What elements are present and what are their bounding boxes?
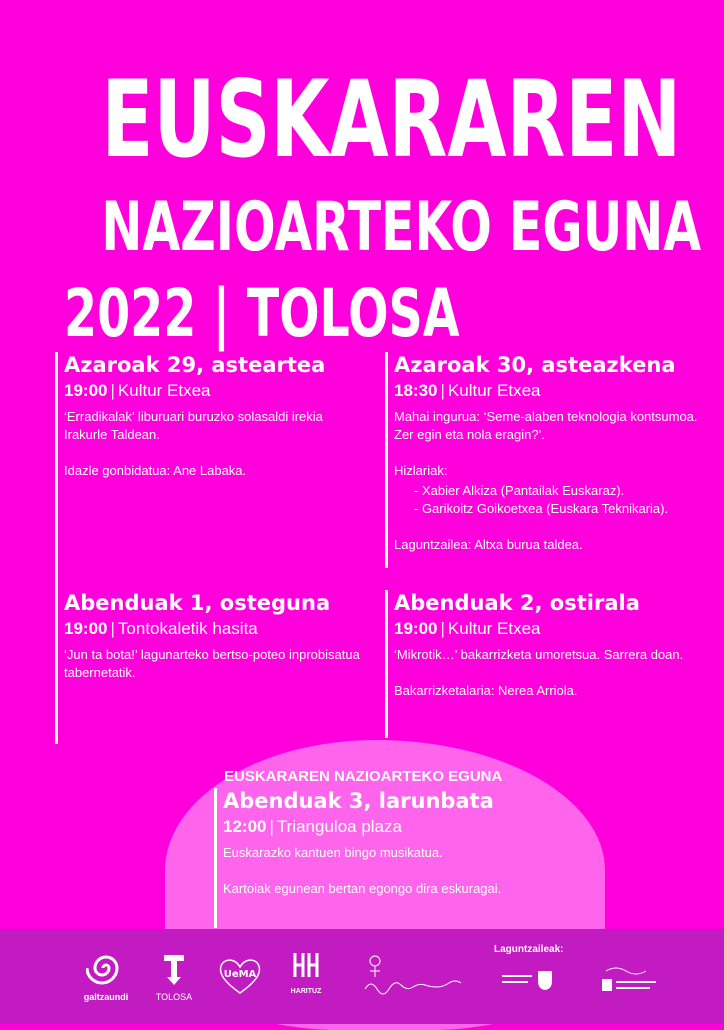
altxa-burua-logo <box>358 951 468 1002</box>
event-body <box>394 646 714 700</box>
event-date: Abenduak 1, osteguna <box>64 591 331 615</box>
event-time: 19:00 <box>64 619 108 638</box>
event-description: ‘Erradikalak’ liburuari buruzko solasaldi irekia Irakurle Taldean. <box>64 409 323 442</box>
event-body <box>223 844 583 898</box>
government-seal-icon <box>598 965 662 995</box>
heart-icon <box>217 955 263 995</box>
event-place: Tontokaletik hasita <box>117 619 258 638</box>
event-supporter: Laguntzailea: Altxa burua taldea. <box>394 537 583 552</box>
title-line-1: EUSKARAREN <box>101 58 682 181</box>
government-logo <box>598 965 662 1000</box>
event-place: Kultur Etxea <box>447 619 541 638</box>
event-body <box>394 408 714 554</box>
spiral-icon <box>86 949 126 987</box>
event-description: ‘Mikrotik…’ bakarrizketa umoretsua. Sarrera doan. <box>394 647 684 662</box>
event-date: Abenduak 3, larunbata <box>223 789 494 813</box>
list-item: - Garikoitz Goikoetxea (Euskara Teknikaria). <box>414 501 669 516</box>
event-time-place: 19:00 | Tontokaletik hasita <box>64 619 258 638</box>
event-date: Abenduak 2, ostirala <box>394 591 640 615</box>
title-line-2: NAZIOARTEKO EGUNA <box>101 188 702 267</box>
event-speakers-list <box>394 482 714 518</box>
title-line-3: 2022 | TOLOSA <box>64 275 460 352</box>
event-time: 18:30 <box>394 381 438 400</box>
event-dec-2 <box>385 590 714 738</box>
event-place: Kultur Etxea <box>117 381 211 400</box>
event-place: Kultur Etxea <box>447 381 541 400</box>
event-time: 12:00 <box>223 817 267 836</box>
tolosa-crest-icon <box>161 953 187 987</box>
event-time-place: 12:00 | Trianguloa plaza <box>223 817 402 836</box>
logo-label: TOLOSA <box>155 992 193 1002</box>
event-heading: EUSKARAREN NAZIOARTEKO EGUNA <box>224 768 503 785</box>
event-body <box>64 408 364 480</box>
event-performer: Bakarrizketalaria: Nerea Arriola. <box>394 683 578 698</box>
event-time: 19:00 <box>394 619 438 638</box>
tolosa-logo <box>152 953 196 1003</box>
supporters-label: Laguntzaileak: <box>494 944 564 955</box>
gipuzkoa-crest-icon <box>500 969 560 991</box>
galtzaundi-logo <box>76 949 136 1003</box>
event-description: Mahai ingurua: ‘Seme-alaben teknologia kontsumoa. Zer egin eta nola eragin?’. <box>394 409 698 442</box>
event-dec-3 <box>214 788 583 928</box>
event-speakers-label: Hizlariak: <box>394 463 448 478</box>
harituz-logo <box>284 949 328 997</box>
harituz-symbol-icon <box>291 949 321 981</box>
event-date: Azaroak 29, asteartea <box>64 353 326 377</box>
logo-label: HARITUZ <box>290 988 322 995</box>
event-time-place: 18:30 | Kultur Etxea <box>394 381 541 400</box>
event-nov-30 <box>385 352 714 568</box>
handwritten-logo-icon <box>361 951 465 997</box>
uema-logo <box>216 955 264 1000</box>
gipuzkoa-logo <box>500 969 560 996</box>
event-date: Azaroak 30, asteazkena <box>394 353 676 377</box>
footer-band <box>0 929 724 1024</box>
event-description: ‘Jun ta bota!’ lagunarteko bertso-poteo inprobisatua tabernetatik. <box>64 647 360 680</box>
list-item: - Xabier Alkiza (Pantailak Euskaraz). <box>414 483 625 498</box>
event-time-place: 19:00 | Kultur Etxea <box>64 381 211 400</box>
event-time: 19:00 <box>64 381 108 400</box>
event-place: Trianguloa plaza <box>276 817 402 836</box>
event-description: Euskarazko kantuen bingo musikatua. <box>223 845 443 860</box>
logo-label: UeMA <box>223 969 257 980</box>
event-body <box>64 646 364 682</box>
logo-label: galtzaundi <box>83 992 129 1002</box>
event-note: Kartoiak egunean bertan egongo dira eskuragai. <box>223 881 502 896</box>
event-dec-1 <box>55 590 364 744</box>
event-time-place: 19:00 | Kultur Etxea <box>394 619 541 638</box>
event-guest: Idazle gonbidatua: Ane Labaka. <box>64 463 247 478</box>
